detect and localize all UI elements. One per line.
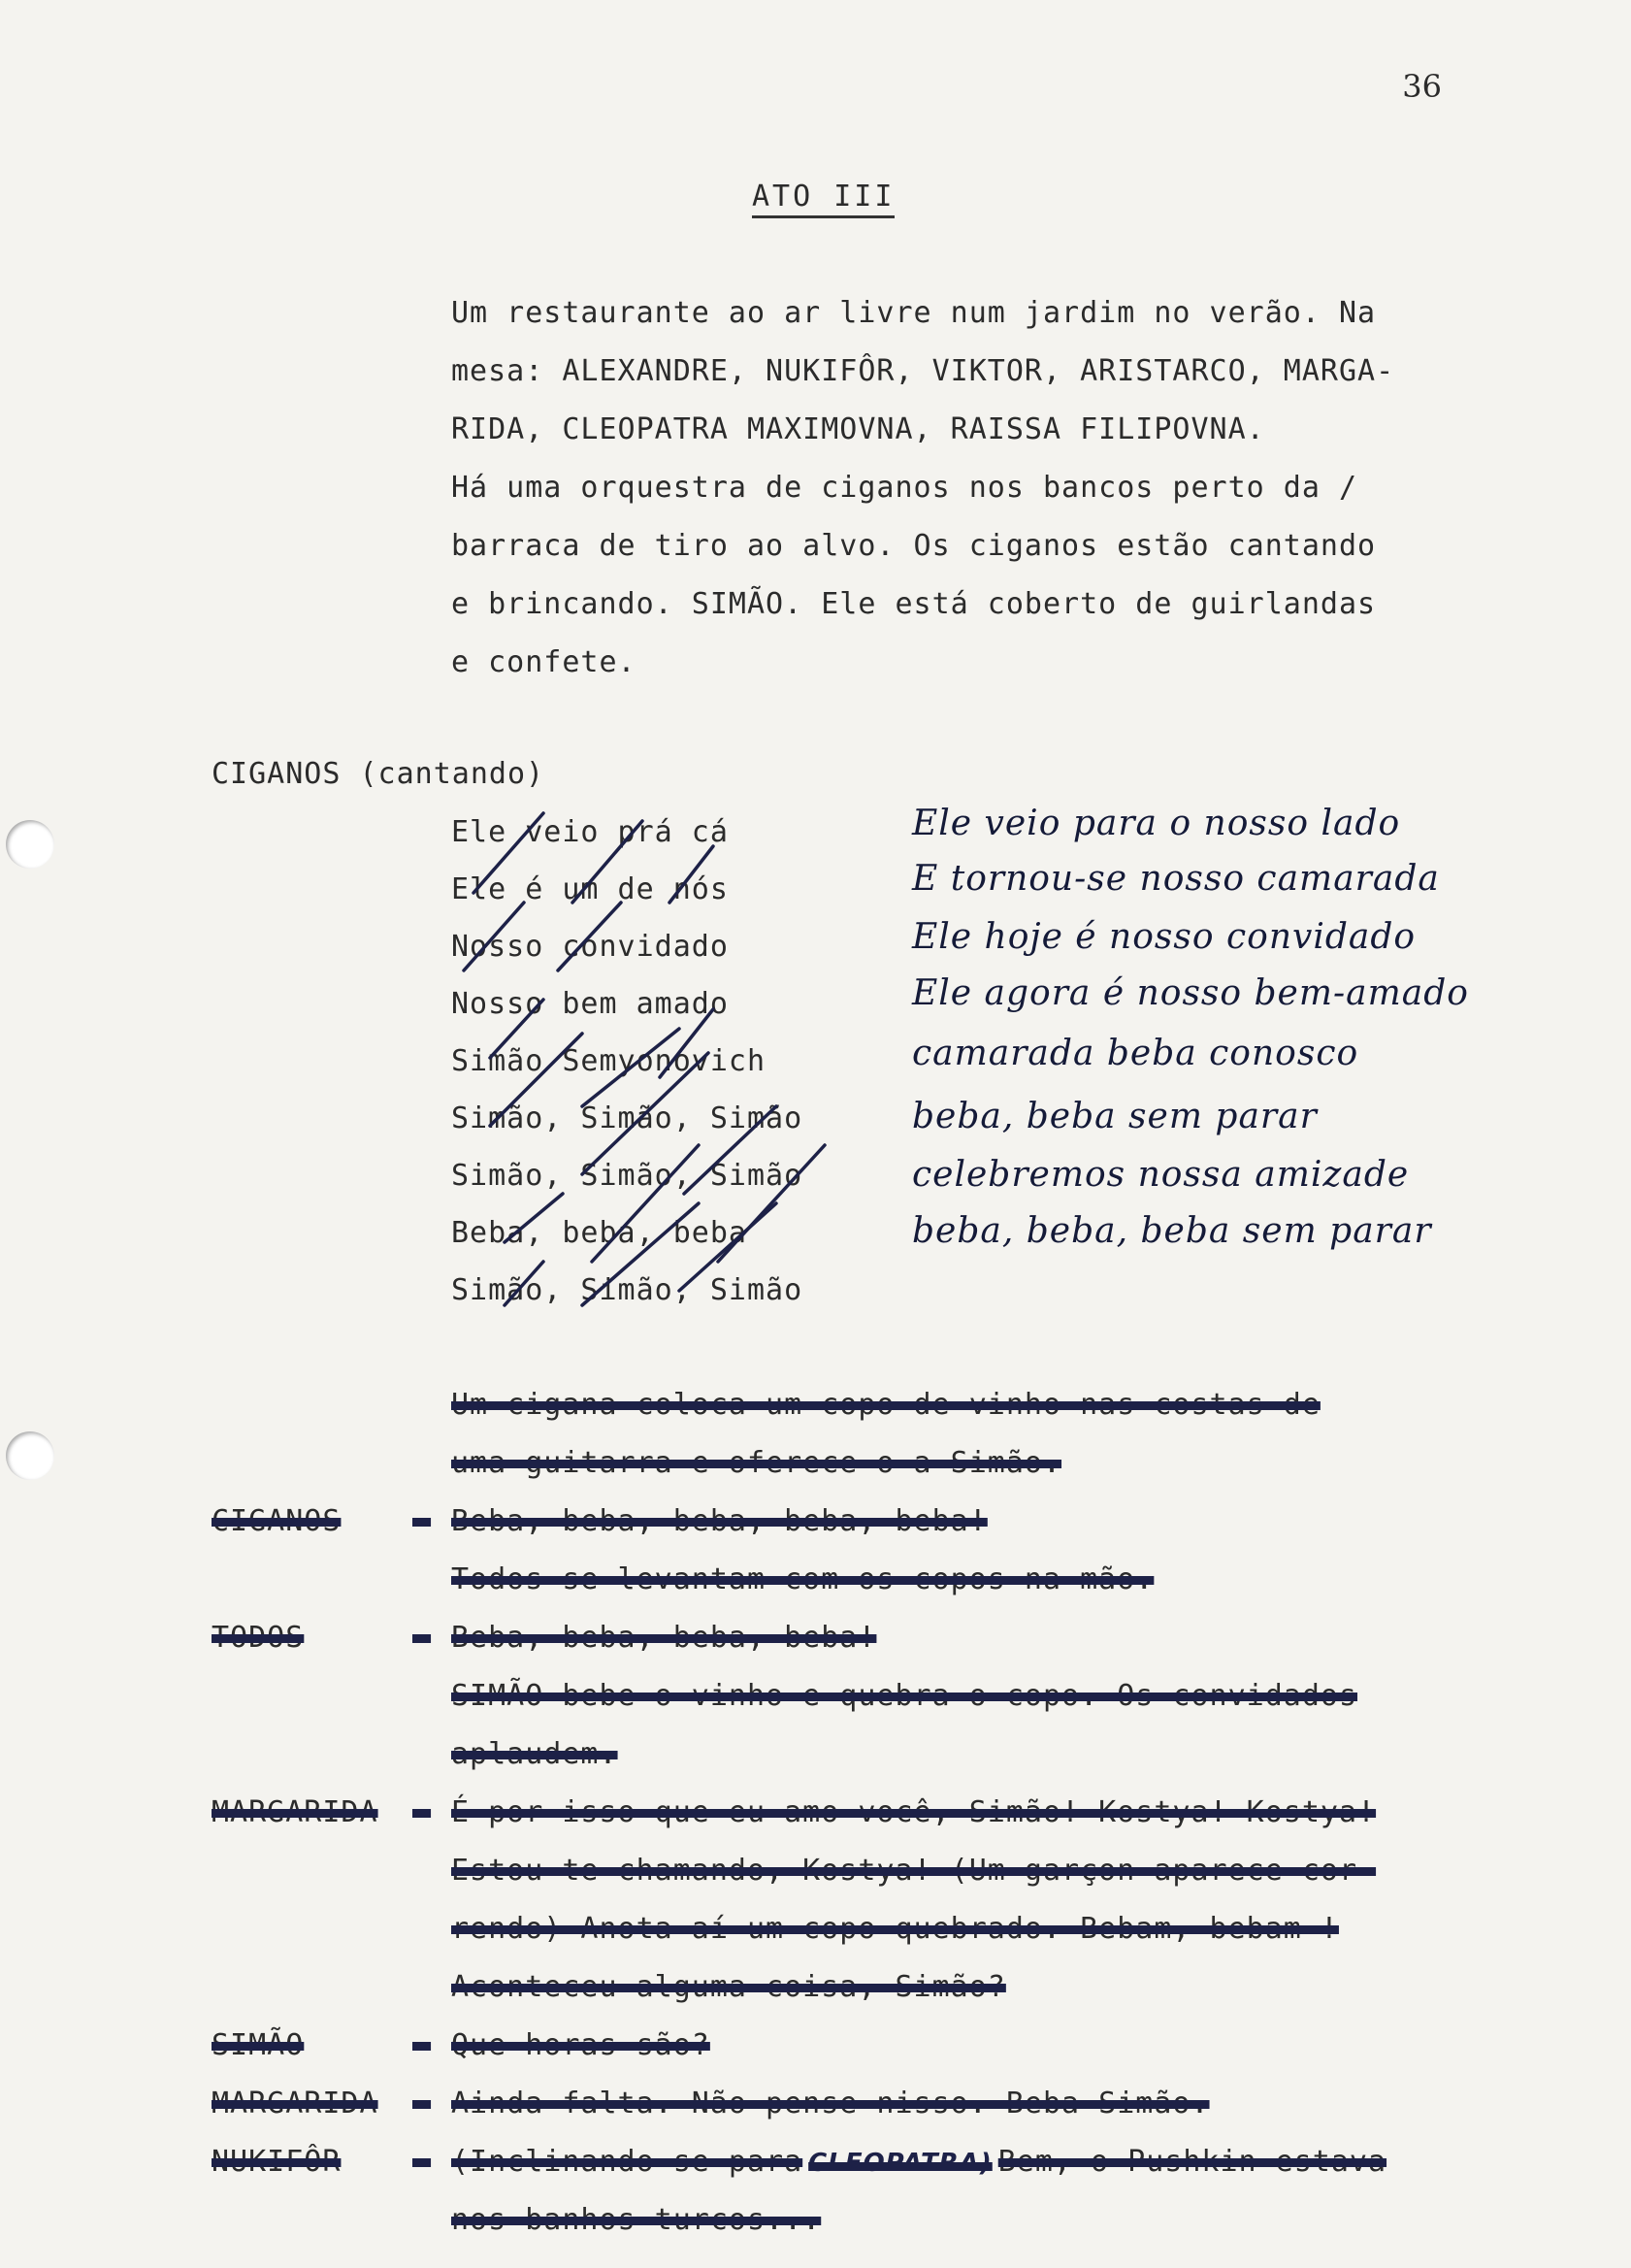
song-typed-line: Ele veio prá cá xyxy=(451,815,729,849)
speaker-ciganos: CIGANOS xyxy=(212,1504,342,1538)
dialogue-line: rendo) Anota aí um copo quebrado. Bebam, bebam ! xyxy=(451,1912,1339,1946)
speaker-margarida: MARGARIDA xyxy=(212,1795,378,1829)
speaker-dash: – xyxy=(412,2028,432,2062)
struck-direction-line: Um cigana coloca um copo de vinho nas costas de xyxy=(451,1388,1321,1422)
song-handwritten-line: E tornou-se nosso camarada xyxy=(912,859,1440,899)
stage-direction-line: Há uma orquestra de ciganos nos bancos perto da / xyxy=(451,471,1358,505)
song-typed-line: Simão, Simão, Simão xyxy=(451,1273,803,1307)
stage-direction-line: e confete. xyxy=(451,645,636,679)
song-handwritten-line: camarada beba conosco xyxy=(912,1034,1359,1073)
song-handwritten-line: beba, beba, beba sem parar xyxy=(912,1211,1432,1251)
dialogue-line: Ainda falta. Não pense nisso. Beba Simão. xyxy=(451,2087,1210,2120)
speaker-todos: TODOS xyxy=(212,1621,305,1655)
song-typed-line: Nosso convidado xyxy=(451,930,729,964)
song-typed-line: Simão, Simão, Simão xyxy=(451,1159,803,1193)
dialogue-line xyxy=(451,2145,1386,2179)
dialogue-line: Aconteceu alguma coisa, Simão? xyxy=(451,1970,1006,2004)
song-typed-line: Ele é um de nós xyxy=(451,872,729,906)
speaker-dash: – xyxy=(412,1504,432,1538)
song-handwritten-line: Ele agora é nosso bem-amado xyxy=(912,973,1469,1013)
page-number: 36 xyxy=(1402,68,1442,105)
song-typed-line: Simão, Simão, Simão xyxy=(451,1101,803,1135)
handwritten-insert: CLEOPATRA) xyxy=(808,2149,993,2178)
song-handwritten-line: Ele hoje é nosso convidado xyxy=(912,917,1417,957)
struck-direction-line: Todos se levantam com os copos na mão. xyxy=(451,1562,1155,1596)
stage-direction-line: mesa: ALEXANDRE, NUKIFÔR, VIKTOR, ARISTARCO, MARGA- xyxy=(451,354,1395,388)
song-handwritten-line: celebremos nossa amizade xyxy=(912,1155,1410,1195)
speaker-dash: – xyxy=(412,2087,432,2120)
speaker-simao: SIMÃO xyxy=(212,2028,305,2062)
speaker-dash: – xyxy=(412,1621,432,1655)
speaker-nukifor: NUKIFÔR xyxy=(212,2145,342,2179)
dialogue-line: Que horas são? xyxy=(451,2028,710,2062)
dialogue-line: Estou te chamando, Kostya! (Um garçon aparece cor- xyxy=(451,1854,1377,1888)
speaker-margarida: MARGARIDA xyxy=(212,2087,378,2120)
song-handwritten-line: beba, beba sem parar xyxy=(912,1097,1318,1136)
song-typed-line: Simão Semyonovich xyxy=(451,1044,767,1078)
stage-direction-line: e brincando. SIMÃO. Ele está coberto de guirlandas xyxy=(451,587,1377,621)
song-cue: CIGANOS (cantando) xyxy=(212,757,545,791)
dialogue-line: É por isso que eu amo você, Simão! Kostya! Kostya! xyxy=(451,1795,1377,1829)
speaker-dash: – xyxy=(412,1795,432,1829)
song-typed-line: Beba, beba, beba xyxy=(451,1216,747,1250)
struck-direction-line: aplaudem. xyxy=(451,1737,618,1771)
song-typed-line: Nosso bem amado xyxy=(451,987,729,1021)
speaker-dash: – xyxy=(412,2145,432,2179)
stage-direction-line: RIDA, CLEOPATRA MAXIMOVNA, RAISSA FILIPOVNA. xyxy=(451,412,1265,446)
dialogue-line: Beba, beba, beba, beba, beba! xyxy=(451,1504,988,1538)
act-title: ATO III xyxy=(752,180,895,218)
dialogue-text: Bem, o Pushkin estava xyxy=(997,2145,1387,2179)
dialogue-line: Beba, beba, beba, beba! xyxy=(451,1621,877,1655)
struck-direction-line: SIMÃO bebe o vinho e quebra o copo. Os convidados xyxy=(451,1679,1358,1713)
struck-direction-line: uma guitarra e oferece-o a Simão. xyxy=(451,1446,1062,1480)
stage-direction-line: barraca de tiro ao alvo. Os ciganos estão cantando xyxy=(451,529,1377,563)
dialogue-line: nos banhos turcos... xyxy=(451,2203,822,2237)
dialogue-text: (Inclinando-se para xyxy=(451,2145,803,2179)
song-handwritten-line: Ele veio para o nosso lado xyxy=(912,804,1401,843)
stage-direction-line: Um restaurante ao ar livre num jardim no verão. Na xyxy=(451,296,1377,330)
